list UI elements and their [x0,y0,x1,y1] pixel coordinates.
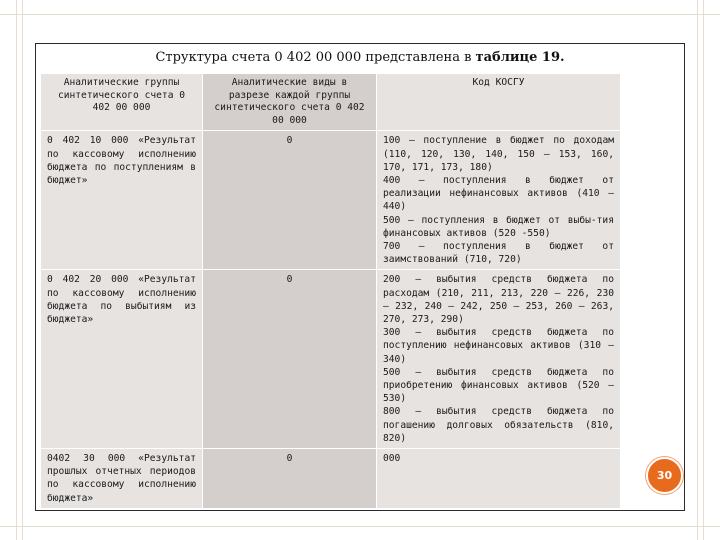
kind-cell: 0 [203,449,377,509]
table-header-row [41,74,621,131]
header-cell: Аналитические группы синтетического счета 0 402 00 000 [41,74,203,131]
kind-cell: 0 [203,270,377,449]
page-number-badge [646,457,683,494]
decor-line [16,0,17,540]
table-row [41,449,621,509]
slide-title: Структура счета 0 402 00 000 представлена в таблице 19. [155,50,565,65]
decor-line [703,0,704,540]
kosgu-cell: 200 – выбытия средств бюджета по расходам (210, 211, 213, 220 – 226, 230 – 232, 240 – 242, 250 – 253, 260 – 263, 270, 273, 290) 300 – выбытия средств бюджета по поступлению нефинансовых активов (310 – 340) 500 – выбытия средств бюджета по приобретению финансовых активов (520 – 530) 800 – выбытия средств бюджета по погашению долговых обязательств (810, 820) [377,270,621,449]
account-structure-table [40,73,621,509]
group-cell: 0 402 10 000 «Результат по кассовому исполнению бюджета по поступлениям в бюджет» [41,131,203,270]
header-cell: Аналитические виды в разрезе каждой группы синтетического счета 0 402 00 000 [203,74,377,131]
kosgu-cell: 000 [377,449,621,509]
page-number: 30 [656,469,673,482]
decor-line [22,0,23,540]
group-cell: 0402 30 000 «Результат прошлых отчетных периодов по кассовому исполнению бюджета» [41,449,203,509]
header-cell: Код КОСГУ [377,74,621,131]
decor-line [0,526,720,527]
kosgu-cell: 100 – поступление в бюджет по доходам (110, 120, 130, 140, 150 – 153, 160, 170, 171, 173, 180) 400 – поступления в бюджет от реализации нефинансовых активов (410 – 440) 500 – поступления в бюджет от выбы-тия финансовых активов (520 -550) 700 – поступления в бюджет от заимствований (710, 720) [377,131,621,270]
decor-line [0,14,720,15]
table-row [41,131,621,270]
kind-cell: 0 [203,131,377,270]
table-row [41,270,621,449]
decor-line [697,0,698,540]
group-cell: 0 402 20 000 «Результат по кассовому исполнению бюджета по выбытиям из бюджета» [41,270,203,449]
